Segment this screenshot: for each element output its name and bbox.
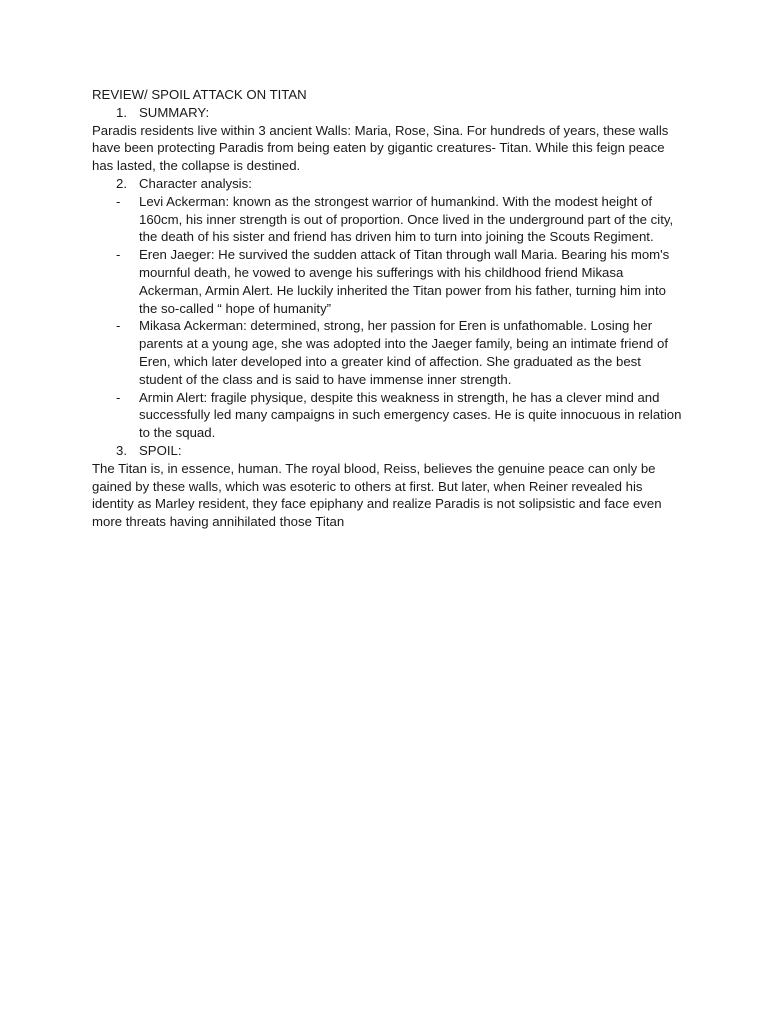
- document-body: [92, 86, 682, 531]
- character-item-text: Levi Ackerman: known as the strongest warrior of humankind. With the modest height of 160cm, his inner strength is out of proportion. Once lived in the underground part of the city, the death of his sister and friend has driven him to turn into joining the Scouts Regiment.: [139, 193, 674, 245]
- character-item-armin: [92, 389, 682, 442]
- bullet-dash: -: [116, 389, 121, 405]
- document-title: REVIEW/ SPOIL ATTACK ON TITAN: [92, 87, 307, 102]
- summary-paragraph: Paradis residents live within 3 ancient Walls: Maria, Rose, Sina. For hundreds of years, these walls have been protecting Paradis from being eaten by gigantic creatures- Titan. While this feign peace has lasted, the collapse is destined.: [92, 122, 669, 174]
- section-number: 1.: [116, 104, 127, 120]
- section-heading-text: SUMMARY:: [139, 104, 210, 120]
- section-heading-text: Character analysis:: [139, 175, 252, 191]
- section-summary-heading: [92, 104, 682, 122]
- section-number: 2.: [116, 175, 127, 191]
- character-item-text: Eren Jaeger: He survived the sudden attack of Titan through wall Maria. Bearing his mom's mournful death, he vowed to avenge his sufferings with his childhood friend Mikasa Ackerman, Armin Alert. He luckily inherited the Titan power from his father, turning him into the so-called “ hope of humanity”: [139, 247, 670, 316]
- bullet-dash: -: [116, 193, 121, 209]
- section-spoil-heading: [92, 442, 682, 460]
- bullet-dash: -: [116, 318, 121, 334]
- character-item-levi: [92, 193, 682, 246]
- character-item-eren: [92, 246, 682, 317]
- character-item-mikasa: [92, 317, 682, 388]
- character-item-text: Mikasa Ackerman: determined, strong, her passion for Eren is unfathomable. Losing her parents at a young age, she was adopted into the Jaeger family, being an intimate friend of Eren, which later developed into a greater kind of affection. She graduated as the best student of the class and is said to have immense inner strength.: [139, 318, 669, 387]
- section-number: 3.: [116, 442, 127, 458]
- section-heading-text: SPOIL:: [139, 442, 182, 458]
- character-item-text: Armin Alert: fragile physique, despite this weakness in strength, he has a clever mind and successfully led many campaigns in such emergency cases. He is quite innocuous in relation to the squad.: [139, 389, 682, 441]
- section-character-analysis-heading: [92, 175, 682, 193]
- bullet-dash: -: [116, 247, 121, 263]
- spoil-paragraph: The Titan is, in essence, human. The royal blood, Reiss, believes the genuine peace can only be gained by these walls, which was esoteric to others at first. But later, when Reiner revealed his identity as Marley resident, they face epiphany and realize Paradis is not solipsistic and face even more threats having annihilated those Titan: [92, 460, 662, 530]
